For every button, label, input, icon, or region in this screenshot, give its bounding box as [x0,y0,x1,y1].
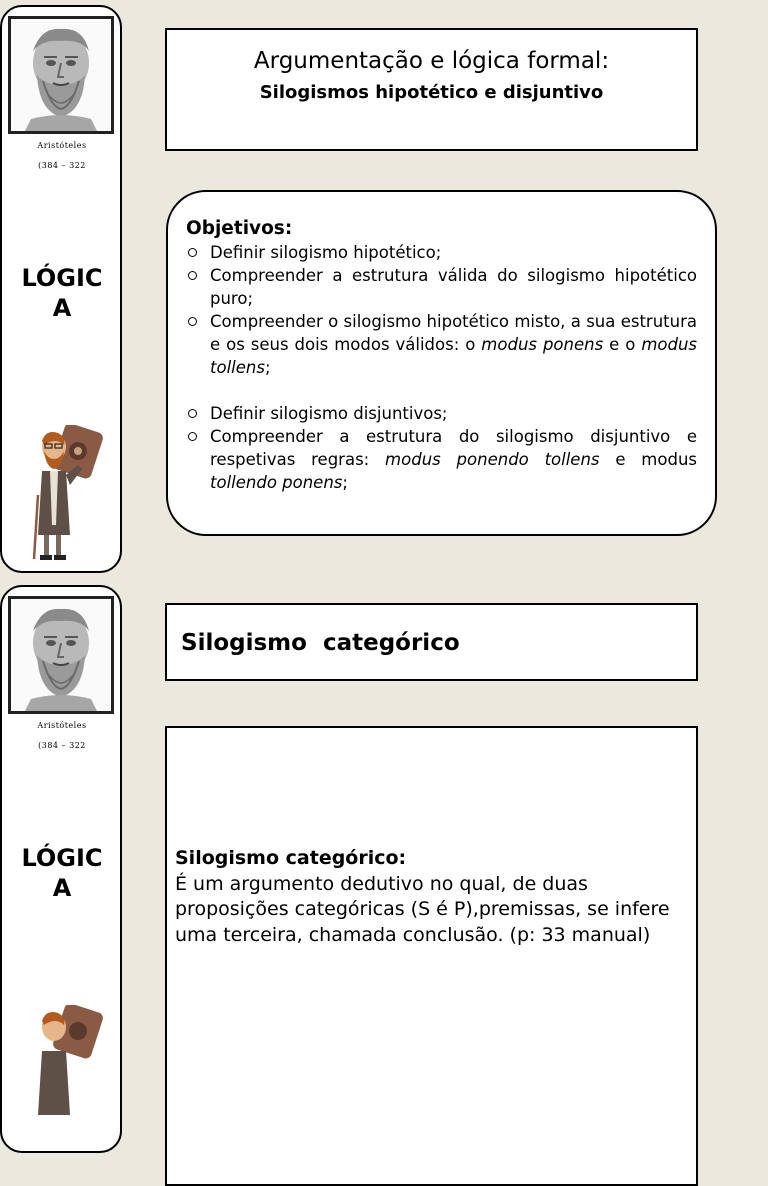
sidebar-title-line-1: LÓGIC [21,264,103,292]
slide-1 [0,0,768,578]
list-item-emphasis: modus ponendo tollens [385,450,600,469]
cartoon-philosopher-icon [32,1005,104,1145]
list-item [186,310,697,379]
sidebar [0,5,122,573]
list-item-text: Compreender a estrutura do silogismo disjuntivo e respetivas regras: [210,427,697,469]
list-item-emphasis: tollendo ponens [210,473,343,492]
sidebar-title-line-2: A [52,294,72,322]
objectives-list [186,241,697,494]
cartoon-figure [32,1005,104,1145]
list-item [186,402,697,425]
definition-body: É um argumento dedutivo no qual, de duas proposições categóricas (S é P),premissas, se infere uma terceira, chamada conclusão. (p: 33 manual) [175,872,670,946]
definition-text [175,846,685,948]
sidebar-title-line-1: LÓGIC [21,844,103,872]
list-item-emphasis: modus ponens [481,335,604,354]
portrait-caption-name: Aristóteles [37,141,87,150]
list-item-text: ; [264,358,271,377]
list-item-text: Definir silogismo hipotético; [210,243,442,262]
list-item-emphasis: modus tollens [210,335,698,377]
sidebar [0,585,122,1153]
sidebar-title-line-2: A [52,874,72,902]
objectives-heading: Objetivos: [186,218,293,239]
slide-title: Silogismo categórico [181,630,460,656]
list-item-text: Compreender o silogismo hipotético misto, a sua estrutura e os seus dois modos válidos: o [210,312,697,354]
list-item [186,425,697,494]
slide-title-box [165,603,698,681]
list-item-text: ; [342,473,348,492]
list-item [186,264,697,310]
slide-title: Argumentação e lógica formal: [253,48,610,74]
objectives-box [166,190,717,536]
slide-2 [0,580,768,1158]
definition-box [165,726,698,1186]
list-item-text: Definir silogismo disjuntivos; [210,404,448,423]
portrait-caption-name: Aristóteles [37,721,87,730]
aristotle-bust-icon [11,599,111,711]
slide-title-box [165,28,698,151]
portrait-caption-dates: (384 – 322 [38,741,86,750]
portrait-caption-dates: (384 – 322 [38,161,86,170]
list-item-text: e o [603,335,642,354]
list-item-text: Compreender a estrutura válida do silogismo hipotético puro; [210,266,697,308]
sidebar-title [2,843,122,903]
list-item-text: e modus [599,450,697,469]
cartoon-philosopher-icon [32,425,104,565]
aristotle-portrait [8,16,114,134]
cartoon-figure [32,425,104,565]
aristotle-bust-icon [11,19,111,131]
slide-subtitle: Silogismos hipotético e disjuntivo [259,82,604,103]
sidebar-title [2,263,122,323]
definition-heading: Silogismo categórico: [175,847,407,869]
list-item [186,241,697,264]
aristotle-portrait [8,596,114,714]
